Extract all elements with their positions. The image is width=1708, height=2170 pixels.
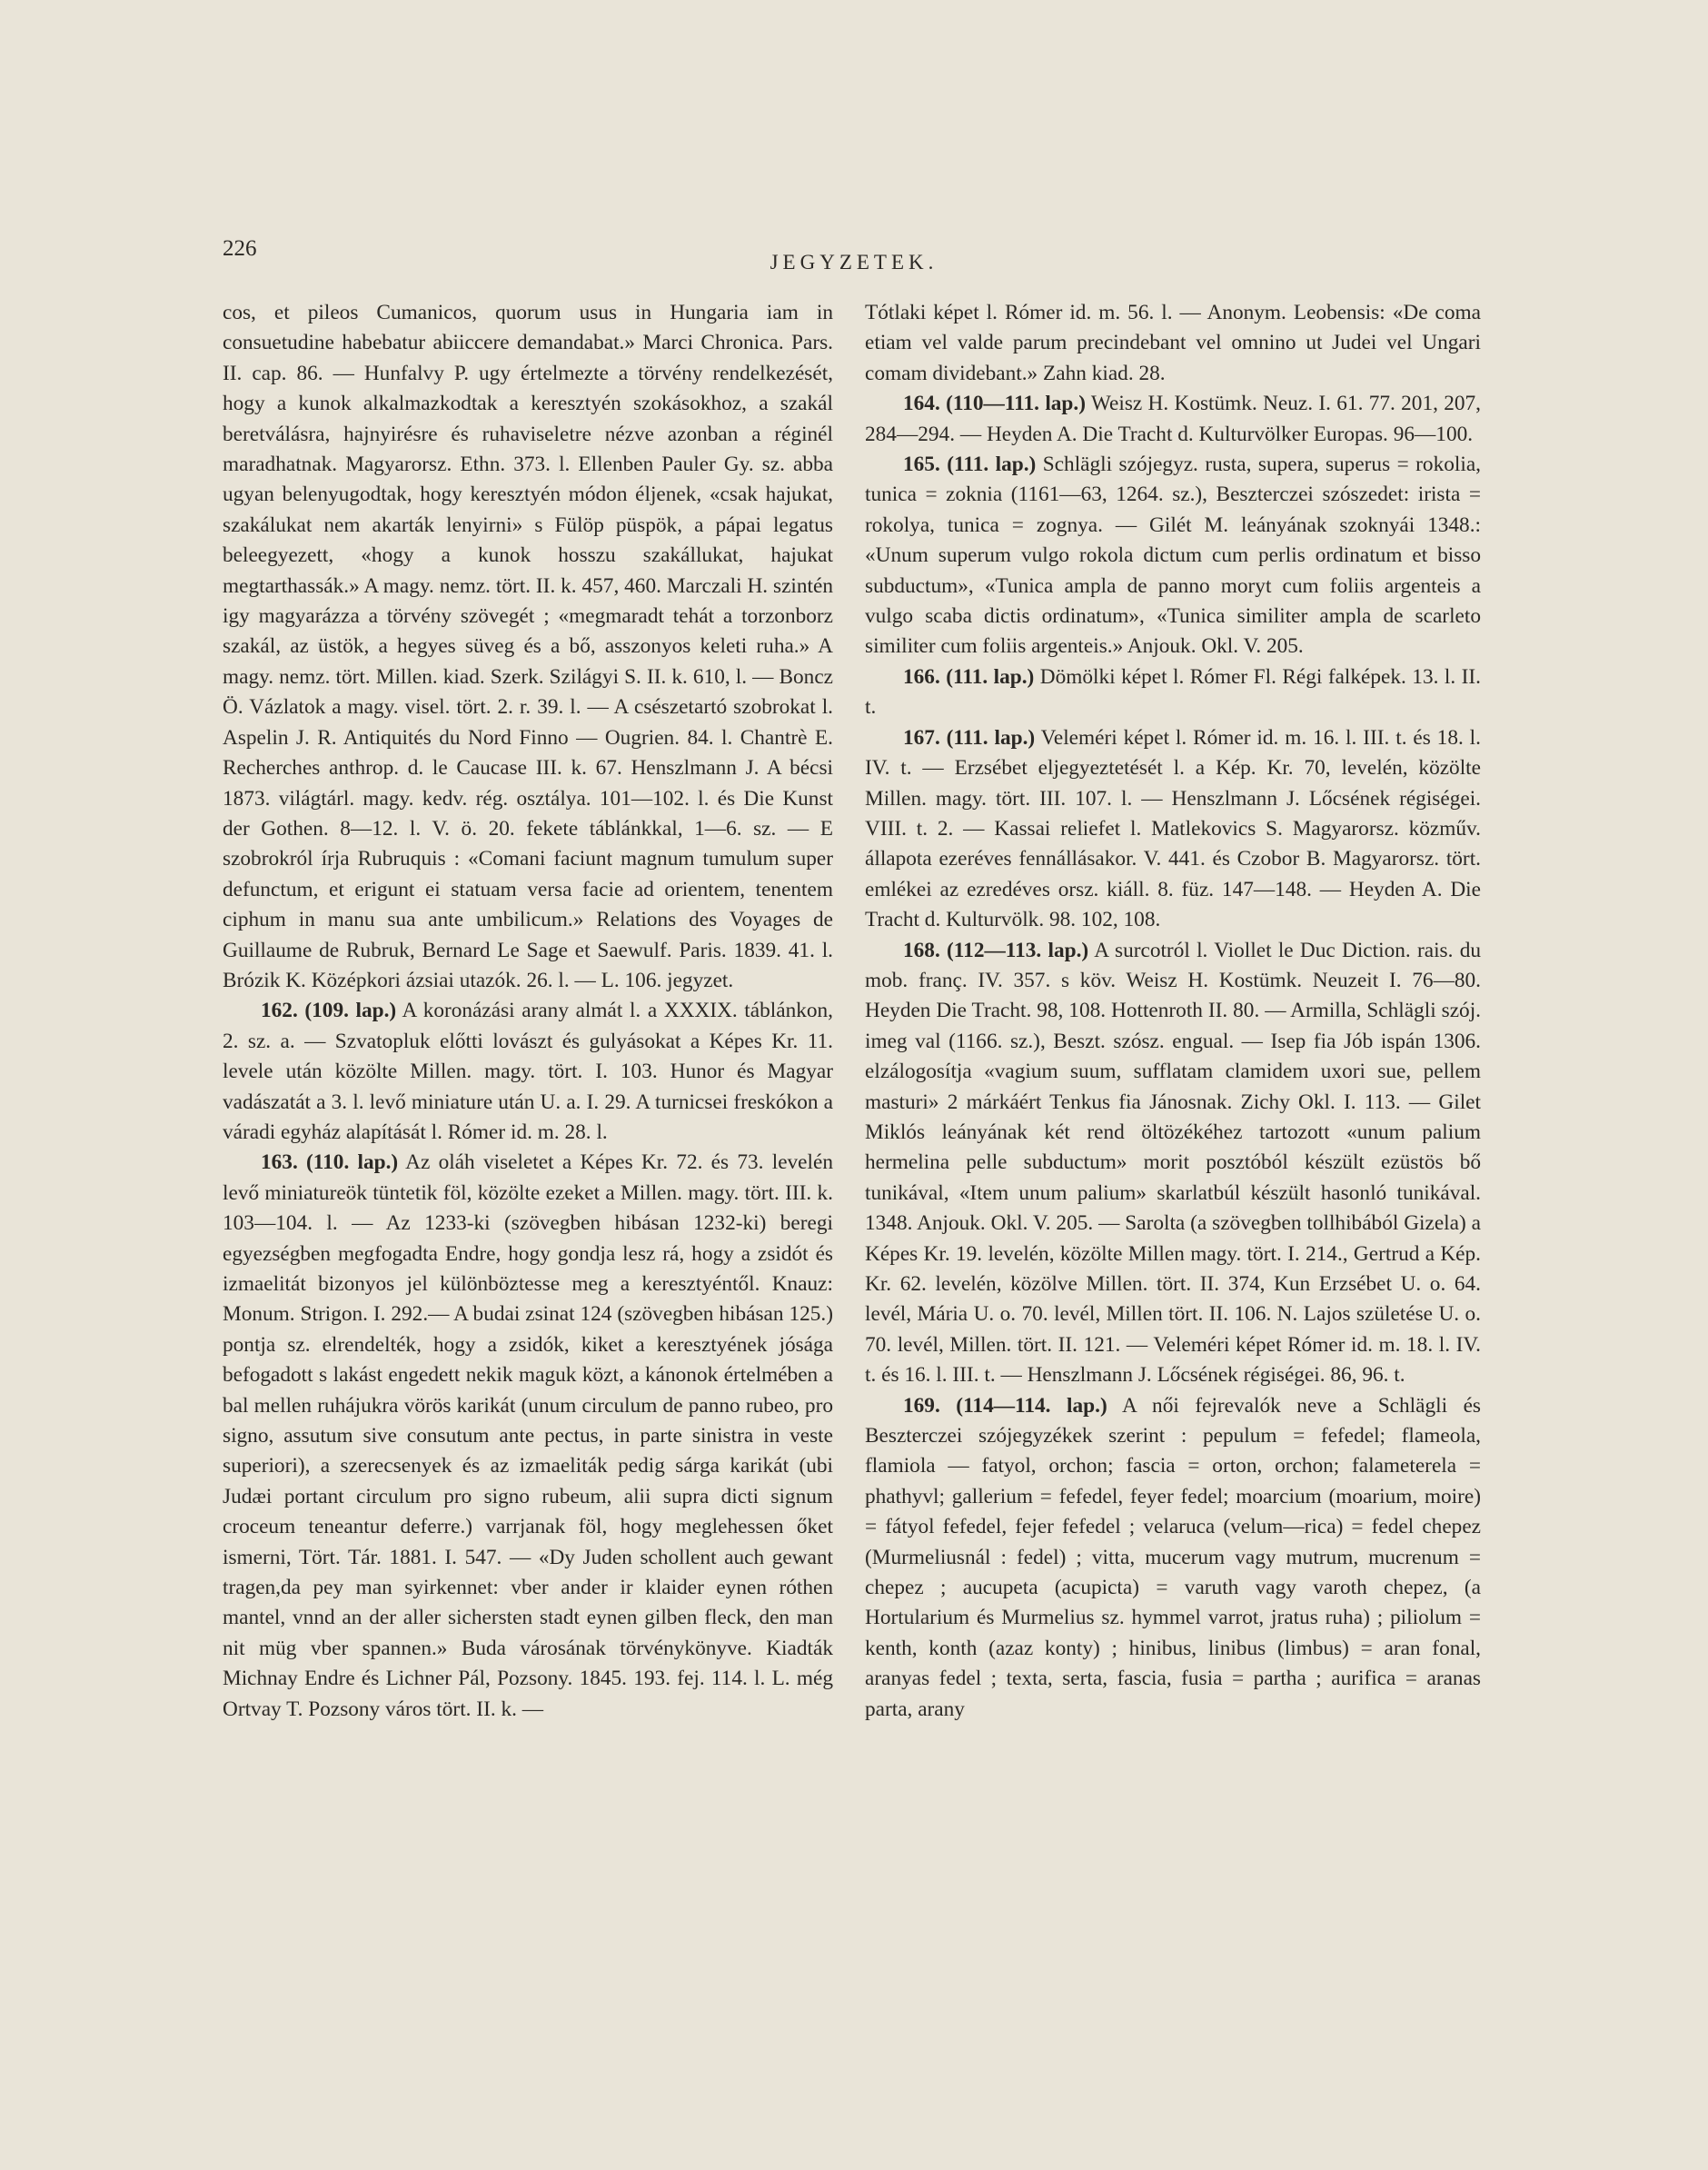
note-text: Dömölki képet l. Rómer Fl. Régi falképek. 13. l. II. t. — [865, 664, 1481, 720]
note-number: 162. (109. lap.) — [261, 999, 397, 1023]
note-number: 165. (111. lap.) — [903, 453, 1037, 477]
note-number: 163. (110. lap.) — [261, 1150, 399, 1175]
note-entry — [865, 450, 1481, 662]
note-number: 168. (112—113. lap.) — [903, 938, 1089, 962]
note-entry — [223, 996, 833, 1148]
note-text: A koronázási arany almát l. a XXXIX. táblánkon, 2. sz. a. — Szvatopluk előtti lovászt és gulyásokat a Képes Kr. 11. levele után közölte Millen. magy. tört. I. 103. Hunor és Magyar vadászatát a 3. l. levő miniature után U. a. I. 29. A turnicsei freskókon a váradi egyház alapítását l. Rómer id. m. 28. l. — [223, 999, 834, 1144]
page-number: 226 — [223, 236, 257, 261]
note-entry — [865, 723, 1481, 936]
note-entry — [223, 1148, 833, 1725]
note-text: Schlägli szójegyz. rusta, supera, superus = rokolia, tunica = zoknia (1161—63, 1264. sz.), Beszterczei szószedet: irista = rokolya, tunica = zognya. — Gilét M. leányának szoknyái 1348.: «Unum superum vulgo rokola dictum cum perlis ordinatum et bisso subductum», «Tunica ampla de panno moryt cum foliis argenteis a vulgo scaba dictis ordinatum», «Tunica similiter ampla de scarleto similiter cum foliis argenteis.» Anjouk. Okl. V. 205. — [865, 453, 1481, 659]
note-text: Weisz H. Kostümk. Neuz. I. 61. 77. 201, 207, 284—294. — Heyden A. Die Tracht d. Kulturvölker Europas. 96—100. — [865, 392, 1482, 446]
note-number: 164. (110—111. lap.) — [903, 392, 1086, 416]
right-column — [865, 298, 1481, 1725]
paragraph — [223, 298, 833, 996]
note-entry — [865, 936, 1481, 1391]
running-head: JEGYZETEK. — [770, 251, 938, 274]
left-column — [223, 298, 833, 1725]
note-number: 166. (111. lap.) — [903, 664, 1035, 689]
paragraph — [865, 298, 1481, 389]
note-number: 169. (114—114. lap.) — [903, 1393, 1107, 1418]
note-text: Veleméri képet l. Rómer id. m. 16. l. III. t. és 18. l. IV. t. — Erzsébet eljegyeztetését l. a Kép. Kr. 70, levelén, közölte Millen. magy. tört. III. 107. l. — Henszlmann J. Lőcsének régiségei. VIII. t. 2. — Kassai reliefet l. Matlekovics S. Magyarorsz. közműv. állapota ezeréves fennállásakor. V. 441. és Czobor B. Magyarorsz. tört. emlékei az ezredéves orsz. kiáll. 8. füz. 147—148. — Heyden A. Die Tracht d. Kulturvölk. 98. 102, 108. — [865, 725, 1481, 932]
note-entry — [865, 662, 1481, 723]
note-entry — [865, 1391, 1481, 1725]
note-number: 167. (111. lap.) — [903, 725, 1036, 750]
paragraph-text: Tótlaki képet l. Rómer id. m. 56. l. — Anonym. Leobensis: «De coma etiam vel valde parum precindebant vel omnino ut Judei vel Ungari comam dividebant.» Zahn kiad. 28. — [865, 301, 1481, 385]
note-text: Az oláh viseletet a Képes Kr. 72. és 73. levelén levő miniatureök tüntetik föl, közölte ezeket a Millen. magy. tört. III. k. 103—104. l. — Az 1233-ki (szövegben hibásan 1232-ki) beregi egyezségben megfogadta Endre, hogy gondja lesz rá, hogy a zsidót és izmaelitát bizonyos jel különböztesse meg a keresztyéntől. Knauz: Monum. Strigon. I. 292.— A budai zsinat 124 (szövegben hibásan 125.) pontja sz. elrendelték, hogy a zsidók, kiket a keresztyének jósága befogadott s lakást engedett nekik maguk közt, a kánonok értelmében a bal mellen ruhájukra vörös karikát (unum circulum de panno rubeo, pro signo, assutum sive consutum ante pectus, in parte sinistra in veste superiori), a szerecsenyek és az izmaeliták pedig sárga karikát (ubi Judæi portant circulum pro signo rubeum, alii supra dicti signum croceum teneantur deferre.) varrjanak föl, hogy meglehessen őket ismerni, Tört. Tár. 1881. I. 547. — «Dy Juden schollent auch gewant tragen,da pey man syirkennet: vber ander ir klaider eynen róthen mantel, vnnd an der aller sichersten stadt eynen gilben fleck, den man nit müg vber spannen.» Buda városának törvénykönyve. Kiadták Michnay Endre és Lichner Pál, Pozsony. 1845. 193. fej. 114. l. L. még Ortvay T. Pozsony város tört. II. k. — — [223, 1150, 833, 1721]
note-text: A surcotról l. Viollet le Duc Diction. rais. du mob. franç. IV. 357. s köv. Weisz H. Kostümk. Neuzeit I. 76—80. Heyden Die Tracht. 98, 108. Hottenroth II. 80. — Armilla, Schlägli szój. imeg val (1166. sz.), Beszt. szósz. engual. — Isep fia Jób ispán 1306. elzálogosítja «vagium suum, sufflatam clamidem uxori sue, pellem masturi» 2 márkáért Tenkus fia Jánosnak. Zichy Okl. I. 113. — Gilet Miklós leányának két rend öltözékéhez tartozott «unum palium hermelina pelle subductum» morit posztóból készült ezüstös bő tunikával, «Item unum palium» skarlatbúl készült hasonló tunikával. 1348. Anjouk. Okl. V. 205. — Sarolta (a szövegben tollhibából Gizela) a Képes Kr. 19. levelén, közölte Millen magy. tört. I. 214., Gertrud a Kép. Kr. 62. levelén, közölve Millen. tört. II. 374, Kun Erzsébet U. o. 64. levél, Mária U. o. 70. levél, Millen tört. II. 106. N. Lajos születése U. o. 70. levél, Millen. tört. II. 121. — Veleméri képet Rómer id. m. 18. l. IV. t. és 16. l. III. t. — Henszlmann J. Lőcsének régiségei. 86, 96. t. — [865, 938, 1482, 1388]
note-text: A női fejrevalók neve a Schlägli és Beszterczei szójegyzékek szerint : pepulum = fefedel; flameola, flamiola — fatyol, orchon; fascia = orton, orchon; falameterela = phathyvl; gallerium = fefedel, feyer fedel; moarcium (moarium, moire) = fátyol fefedel, fejer fefedel ; velaruca (velum—rica) = fedel chepez (Murmeliusnál : fedel) ; vitta, mucerum vagy mutrum, mucrenum = chepez ; aucupeta (acupicta) = varuth vagy varoth chepez, (a Hortularium és Murmelius sz. hymmel varrot, jratus ruha) ; piliolum = kenth, konth (azaz konty) ; hinibus, linibus (limbus) = aran fonal, aranyas fedel ; texta, serta, fascia, fusia = partha ; aurifica = aranas parta, arany — [865, 1393, 1481, 1721]
note-entry — [865, 389, 1481, 450]
paragraph-text: cos, et pileos Cumanicos, quorum usus in Hungaria iam in consuetudine habebatur abiiccere demandabat.» Marci Chronica. Pars. II. cap. 86. — Hunfalvy P. ugy értelmezte a törvény rendelkezését, hogy a kunok alkalmazkodtak a keresztyén szokásokhoz, a szakál beretválásra, hajnyirésre és ruhaviseletre nézve azonban a réginél maradhatnak. Magyarorsz. Ethn. 373. l. Ellenben Pauler Gy. sz. abba ugyan belenyugodtak, hogy keresztyén módon éljenek, «csak hajukat, szakálukat nem akarták lenyirni» s Fülöp püspök, a pápai legatus beleegyezett, «hogy a kunok hosszu szakállukat, hajukat megtarthassák.» A magy. nemz. tört. II. k. 457, 460. Marczali H. szintén igy magyarázza a törvény szövegét ; «megmaradt tehát a torzonborz szakál, az üstök, a hegyes süveg és a bő, asszonyos keleti ruha.» A magy. nemz. tört. Millen. kiad. Szerk. Szilágyi S. II. k. 610, l. — Boncz Ö. Vázlatok a magy. visel. tört. 2. r. 39. l. — A csészetartó szobrokat l. Aspelin J. R. Antiquités du Nord Finno — Ougrien. 84. l. Chantrè E. Recherches anthrop. d. le Caucase III. k. 67. Henszlmann J. A bécsi 1873. világtárl. magy. kedv. rég. osztálya. 101—102. l. és Die Kunst der Gothen. 8—12. l. V. ö. 20. fekete táblánkkal, 1—6. sz. — E szobrokról írja Rubruquis : «Comani faciunt magnum tumulum super defunctum, et erigunt ei statuam versa facie ad orientem, tenentem ciphum in manu sua ante umbilicum.» Relations des Voyages de Guillaume de Rubruk, Bernard Le Sage et Saewulf. Paris. 1839. 41. l. Brózik K. Középkori ázsiai utazók. 26. l. — L. 106. jegyzet. — [223, 301, 833, 992]
